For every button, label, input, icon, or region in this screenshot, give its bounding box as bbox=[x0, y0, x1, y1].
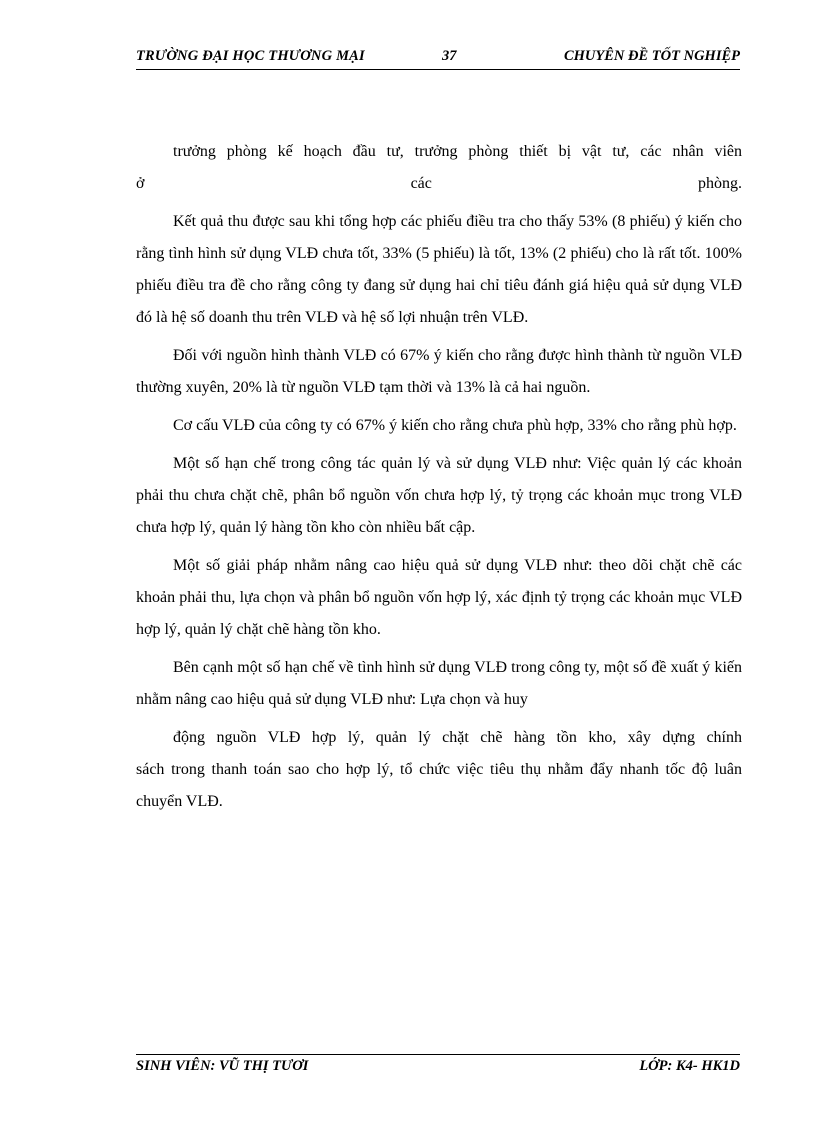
school-name: TRƯỜNG ĐẠI HỌC THƯƠNG MẠI bbox=[136, 48, 365, 64]
student-name: SINH VIÊN: VŨ THỊ TƯƠI bbox=[136, 1058, 309, 1074]
paragraph-6: Một số giải pháp nhằm nâng cao hiệu quả sử dụng VLĐ như: theo dõi chặt chẽ các khoản phải thu, lựa chọn và phân bổ nguồn vốn hợp lý, xác định tỷ trọng các khoản mục VLĐ hợp lý, quản lý chặt chẽ hàng tồn kho. bbox=[136, 557, 742, 638]
paragraph-7: Bên cạnh một số hạn chế về tình hình sử dụng VLĐ trong công ty, một số đề xuất ý kiến nhằm nâng cao hiệu quả sử dụng VLĐ như: Lựa chọn và huy bbox=[136, 659, 742, 708]
document-title: CHUYÊN ĐỀ TỐT NGHIỆP bbox=[563, 48, 740, 64]
paragraph-2: Kết quả thu được sau khi tổng hợp các phiếu điều tra cho thấy 53% (8 phiếu) ý kiến cho rằng tình hình sử dụng VLĐ chưa tốt, 33% (5 phiếu) là tốt, 13% (2 phiếu) cho là rất tốt. 100% phiếu điều tra đề cho rằng công ty đang sử dụng hai chỉ tiêu đánh giá hiệu quả sử dụng VLĐ đó là hệ số doanh thu trên VLĐ và hệ số lợi nhuận trên VLĐ. bbox=[136, 213, 742, 326]
paragraph-8-rest: sách trong thanh toán sao cho hợp lý, tổ chức việc tiêu thụ nhằm đẩy nhanh tốc độ luân chuyển VLĐ. bbox=[136, 761, 742, 810]
page-footer bbox=[136, 1058, 740, 1080]
paragraph-5: Một số hạn chế trong công tác quản lý và sử dụng VLĐ như: Việc quản lý các khoản phải thu chưa chặt chẽ, phân bổ nguồn vốn chưa hợp lý, tỷ trọng các khoản mục trong VLĐ chưa hợp lý, quản lý hàng tồn kho còn nhiều bất cập. bbox=[136, 455, 742, 536]
class-code: LỚP: K4- HK1D bbox=[639, 1058, 740, 1074]
document-body bbox=[136, 136, 742, 818]
footer-rule bbox=[136, 1054, 740, 1055]
paragraph-8-line-1: động nguồn VLĐ hợp lý, quản lý chặt chẽ hàng tồn kho, xây dựng chính bbox=[173, 729, 742, 746]
page-header bbox=[136, 48, 740, 70]
header-rule bbox=[136, 69, 740, 70]
paragraph-4: Cơ cấu VLĐ của công ty có 67% ý kiến cho rằng chưa phù hợp, 33% cho rằng phù hợp. bbox=[173, 417, 737, 434]
page-number: 37 bbox=[442, 48, 457, 64]
paragraph-1-line-2: ở các phòng. bbox=[136, 175, 742, 192]
paragraph-3: Đối với nguồn hình thành VLĐ có 67% ý kiến cho rằng được hình thành từ nguồn VLĐ thường xuyên, 20% là từ nguồn VLĐ tạm thời và 13% là cả hai nguồn. bbox=[136, 347, 742, 396]
paragraph-1-line-1: trưởng phòng kế hoạch đầu tư, trưởng phòng thiết bị vật tư, các nhân viên bbox=[173, 143, 742, 160]
